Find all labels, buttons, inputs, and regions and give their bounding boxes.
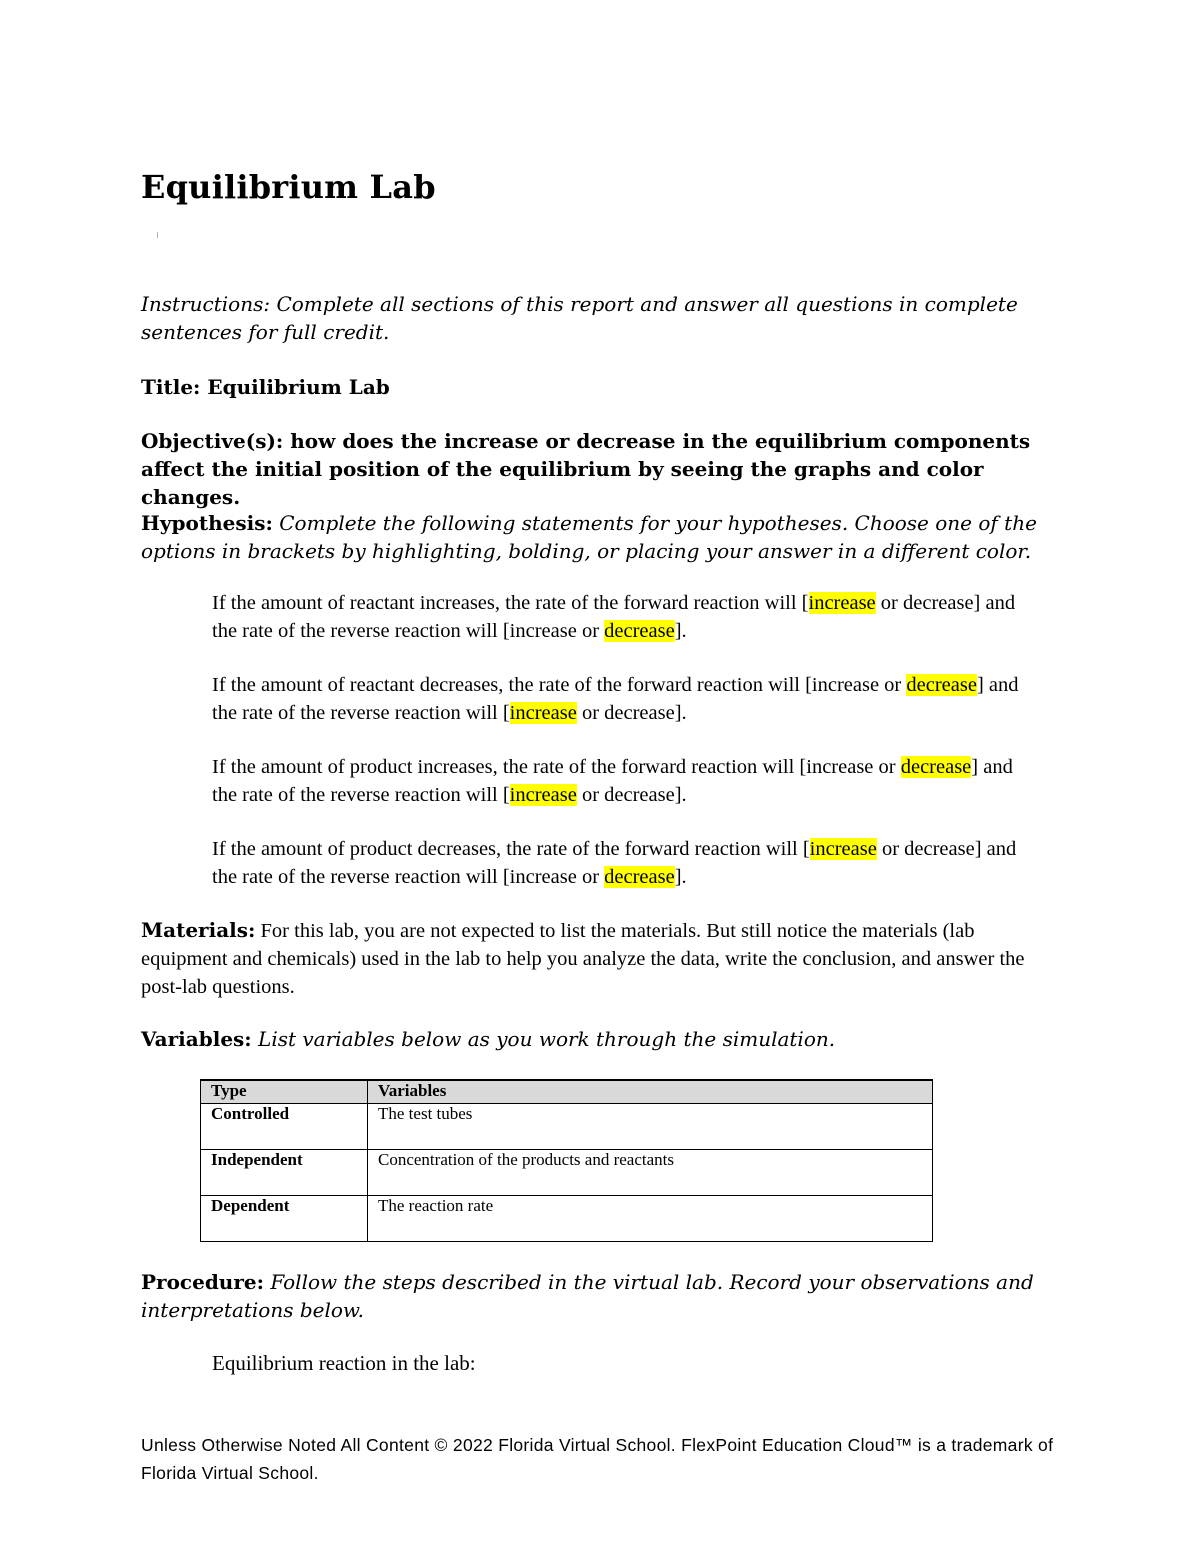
document-title: Equilibrium Lab (141, 168, 436, 206)
instructions-text: Instructions: Complete all sections of this report and answer all questions in complete sentences for full credit. (141, 292, 1018, 344)
materials-text: For this lab, you are not expected to list the materials. But still notice the materials (lab equipment and chemicals) used in the lab to help you analyze the data, write the conclusion, and answer the post-lab questions. (141, 920, 1025, 998)
highlighted-answer: increase (509, 702, 577, 724)
statement-text: ]. (674, 866, 687, 888)
variables-section (141, 1025, 1061, 1053)
statement-text: ] and the rate of the reverse reaction will [ (212, 674, 1019, 724)
variable-cell: The test tubes (368, 1104, 933, 1150)
statement-text: If the amount of product increases, the rate of the forward reaction will [increase or (212, 756, 901, 778)
highlighted-answer: decrease (900, 756, 972, 778)
procedure-label: Procedure: (141, 1270, 264, 1294)
statement-text: ] and the rate of the reverse reaction will [ (212, 756, 1013, 806)
variables-label: Variables: (141, 1027, 252, 1051)
statement-text: If the amount of reactant increases, the rate of the forward reaction will [ (212, 592, 809, 614)
statement-text: If the amount of reactant decreases, the rate of the forward reaction will [increase or (212, 674, 907, 696)
materials-section (141, 916, 1061, 1001)
statement-text: If the amount of product decreases, the rate of the forward reaction will [ (212, 838, 810, 860)
footer-copyright: Unless Otherwise Noted All Content © 2022 Florida Virtual School. FlexPoint Education Cloud™ is a trademark of Florida Virtual School. (141, 1435, 1054, 1483)
hypothesis-statement (212, 671, 1032, 727)
statement-text: or decrease] and the rate of the reverse reaction will [increase or (212, 838, 1017, 888)
variables-text: List variables below as you work through the simulation. (258, 1027, 836, 1051)
variables-table (200, 1079, 933, 1242)
table-header-row (201, 1080, 933, 1104)
highlighted-answer: increase (808, 592, 876, 614)
type-cell: Controlled (201, 1104, 368, 1150)
statement-text: ]. (674, 620, 687, 642)
cursor-mark (157, 232, 158, 238)
table-row (201, 1150, 933, 1196)
statement-text: or decrease]. (576, 702, 687, 724)
highlighted-answer: increase (509, 784, 577, 806)
objective-section (141, 427, 1061, 511)
type-cell: Independent (201, 1150, 368, 1196)
hypothesis-label: Hypothesis: (141, 511, 273, 535)
header-type: Type (201, 1080, 368, 1104)
header-variables: Variables (368, 1080, 933, 1104)
statement-text: or decrease]. (576, 784, 687, 806)
hypothesis-statement (212, 589, 1032, 645)
hypothesis-section (141, 509, 1061, 565)
type-cell: Dependent (201, 1196, 368, 1242)
highlighted-answer: increase (809, 838, 877, 860)
highlighted-answer: decrease (906, 674, 977, 696)
table-row (201, 1196, 933, 1242)
hypothesis-text: Complete the following statements for your hypotheses. Choose one of the options in brackets by highlighting, bolding, or placing your answer in a different color. (141, 511, 1037, 563)
title-value: Equilibrium Lab (207, 375, 390, 399)
materials-label: Materials: (141, 918, 256, 942)
objective-value: how does the increase or decrease in the equilibrium components affect the initial position of the equilibrium by seeing the graphs and color changes. (141, 429, 1031, 509)
title-line (141, 373, 1061, 401)
variable-cell: Concentration of the products and reactants (368, 1150, 933, 1196)
table-row (201, 1104, 933, 1150)
objective-label: Objective(s): (141, 429, 284, 453)
highlighted-answer: decrease (604, 620, 675, 642)
procedure-section (141, 1268, 1061, 1324)
statement-text: or decrease] and the rate of the reverse reaction will [increase or (212, 592, 1016, 642)
highlighted-answer: decrease (604, 866, 675, 888)
title-label: Title: (141, 375, 201, 399)
hypothesis-statement (212, 835, 1032, 891)
variable-cell: The reaction rate (368, 1196, 933, 1242)
hypothesis-statement (212, 753, 1032, 809)
procedure-text: Follow the steps described in the virtual lab. Record your observations and interpretations below. (141, 1270, 1034, 1322)
equilibrium-reaction-label: Equilibrium reaction in the lab: (212, 1351, 476, 1375)
